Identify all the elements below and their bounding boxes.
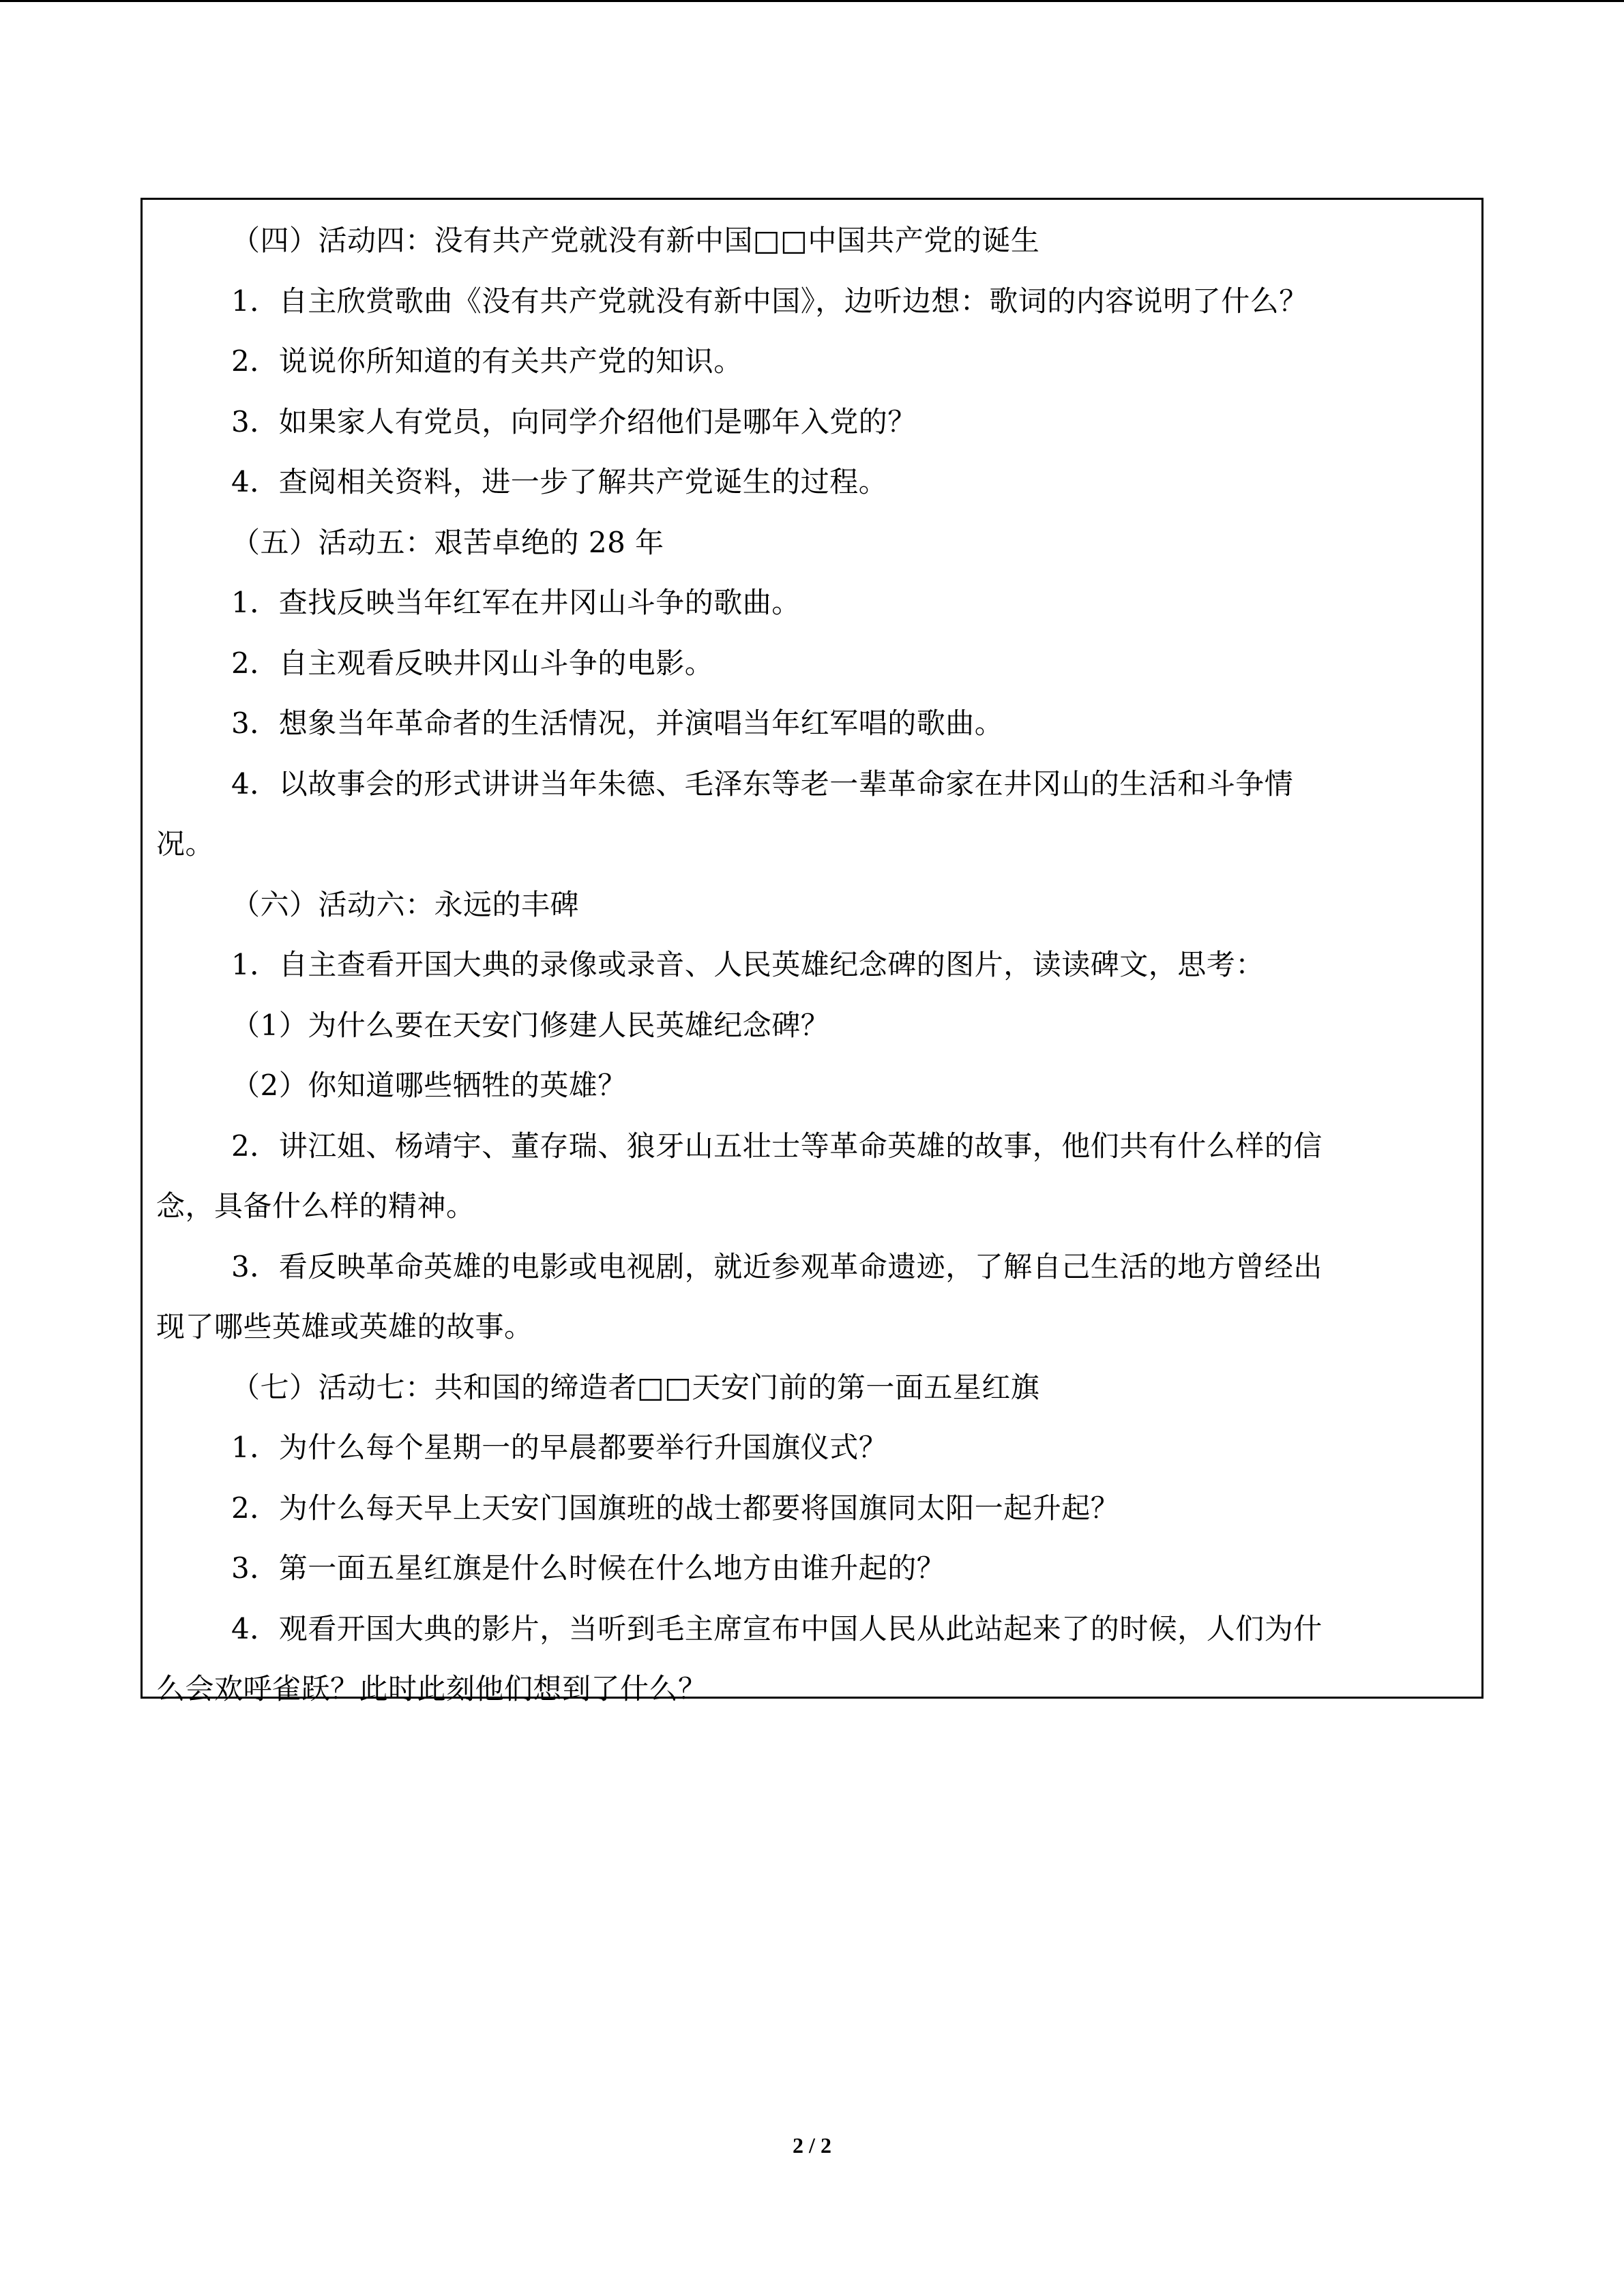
text-line: 4．观看开国大典的影片，当听到毛主席宣布中国人民从此站起来了的时候，人们为什: [231, 1611, 1323, 1645]
text-line: 3．第一面五星红旗是什么时候在什么地方由谁升起的？: [231, 1551, 946, 1585]
text-line: 1．自主查看开国大典的录像或录音、人民英雄纪念碑的图片，读读碑文，思考：: [231, 948, 1265, 981]
text-line-continuation: 么会欢呼雀跃？此时此刻他们想到了什么？: [156, 1672, 707, 1705]
section-heading-activity-4: （四）活动四：没有共产党就没有新中国□□中国共产党的诞生: [231, 224, 1040, 257]
text-line: 2．自主观看反映井冈山斗争的电影。: [231, 646, 714, 680]
text-line: 1．查找反映当年红军在井冈山斗争的歌曲。: [231, 586, 801, 619]
text-line-continuation: 念，具备什么样的精神。: [156, 1189, 475, 1223]
content-table-cell: [141, 198, 1483, 1705]
text-line: 2．讲江姐、杨靖宇、董存瑞、狼牙山五壮士等革命英雄的故事，他们共有什么样的信: [231, 1129, 1323, 1163]
section-heading-activity-6: （六）活动六：永远的丰碑: [231, 887, 580, 921]
text-line: （1）为什么要在天安门修建人民英雄纪念碑？: [231, 1008, 830, 1042]
text-line: 4．查阅相关资料，进一步了解共产党诞生的过程。: [231, 465, 888, 498]
section-heading-activity-5: （五）活动五：艰苦卓绝的 28 年: [231, 525, 664, 559]
text-line: 3．想象当年革命者的生活情况，并演唱当年红军唱的歌曲。: [231, 706, 1004, 740]
text-line: 2．为什么每天早上天安门国旗班的战士都要将国旗同太阳一起升起？: [231, 1491, 1120, 1525]
text-line-continuation: 现了哪些英雄或英雄的故事。: [156, 1310, 533, 1343]
text-line: 1．自主欣赏歌曲《没有共产党就没有新中国》，边听边想：歌词的内容说明了什么？: [231, 284, 1308, 318]
text-line: 4．以故事会的形式讲讲当年朱德、毛泽东等老一辈革命家在井冈山的生活和斗争情: [231, 766, 1294, 801]
top-border-rule: [0, 0, 1624, 2]
text-line: 2．说说你所知道的有关共产党的知识。: [231, 344, 743, 378]
text-line-continuation: 况。: [156, 827, 215, 861]
text-line: 1．为什么每个星期一的早晨都要举行升国旗仪式？: [231, 1431, 888, 1464]
text-line: 3．看反映革命英雄的电影或电视剧，就近参观革命遗迹，了解自己生活的地方曾经出: [231, 1249, 1323, 1283]
page-number: 2 / 2: [793, 2133, 831, 2158]
section-heading-activity-7: （七）活动七：共和国的缔造者□□天安门前的第一面五星红旗: [231, 1370, 1040, 1404]
text-line: （2）你知道哪些牺牲的英雄？: [231, 1069, 627, 1102]
text-line: 3．如果家人有党员，向同学介绍他们是哪年入党的？: [231, 404, 917, 438]
